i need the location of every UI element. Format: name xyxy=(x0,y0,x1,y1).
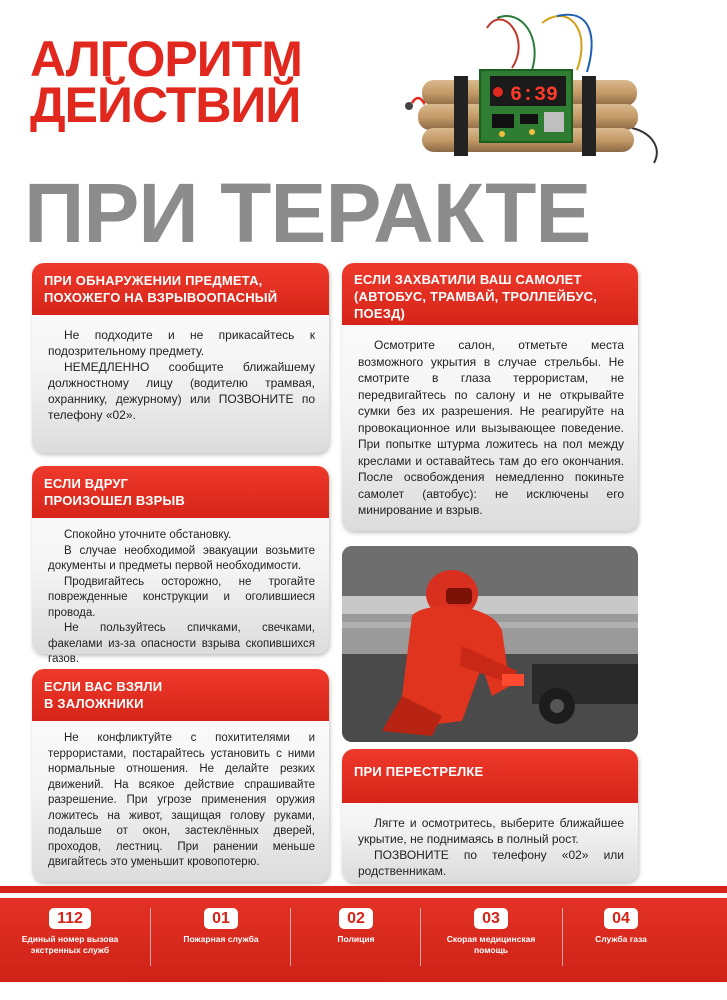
service-label: Служба газа xyxy=(595,934,647,944)
card-text: Спокойно уточните обстановку. xyxy=(64,529,232,541)
service-label: Единый номер вызова xyxy=(21,934,119,944)
card-suspicious-object xyxy=(32,263,329,453)
card-shooting-title: ПРИ ПЕРЕСТРЕЛКЕ xyxy=(354,764,484,779)
footer-separator xyxy=(420,908,421,966)
card-shooting-header xyxy=(342,749,638,803)
card-suspicious-object-header xyxy=(32,263,329,315)
emergency-numbers-bar xyxy=(0,898,727,982)
timer-display: 6:39 xyxy=(510,84,559,107)
service-112 xyxy=(6,908,134,956)
service-number: 03 xyxy=(474,908,508,929)
card-explosion-title-1: ЕСЛИ ВДРУГ xyxy=(44,476,129,491)
title-block xyxy=(30,31,302,133)
card-hostages-header xyxy=(32,669,329,721)
card-explosion-title-2: ПРОИЗОШЕЛ ВЗРЫВ xyxy=(44,493,185,508)
card-hijack-body xyxy=(342,325,638,519)
card-suspicious-object-title-1: ПРИ ОБНАРУЖЕНИИ ПРЕДМЕТА, xyxy=(44,273,263,288)
service-label: экстренных служб xyxy=(30,945,110,955)
card-explosion-header xyxy=(32,466,329,518)
service-label: Скорая медицинская xyxy=(446,934,536,944)
card-text: ПОЗВОНИТЕ по телефону «02» или родственникам. xyxy=(358,848,624,878)
card-hijack-title-3: ПОЕЗД) xyxy=(354,306,406,321)
footer-separator xyxy=(290,908,291,966)
card-text: Не подходите и не прикасайтесь к подозрительному предмету. xyxy=(48,328,315,358)
card-shooting-body xyxy=(342,803,638,879)
card-text: В случае необходимой эвакуации возьмите документы и предметы первой необходимости. xyxy=(48,544,315,572)
service-number: 01 xyxy=(204,908,238,929)
service-03 xyxy=(426,908,556,956)
service-number: 02 xyxy=(339,908,373,929)
service-label: Полиция xyxy=(337,934,375,944)
footer-separator xyxy=(150,908,151,966)
service-01 xyxy=(156,908,286,945)
service-02 xyxy=(296,908,416,945)
card-explosion-body xyxy=(32,518,329,668)
card-suspicious-object-body xyxy=(32,315,329,423)
card-hostages-title-1: ЕСЛИ ВАС ВЗЯЛИ xyxy=(44,679,163,694)
card-text: Осмотрите салон, отметьте места возможного укрытия в случае стрельбы. Не смотрите в глаза террористам, не передвигайтесь по салону и не открывайте сумки без их разрешения. Не реагируйте на провокационное или вызывающее поведение. При попытке штурма ложитесь на пол между креслами и оставайтесь там до его окончания. После освобождения немедленно покиньте самолет (автобус): не исключены его минирование и взрыв. xyxy=(358,338,624,517)
card-text: Лягте и осмотритесь, выберите ближайшее укрытие, не поднимаясь в полный рост. xyxy=(358,816,624,846)
card-text: Не конфликтуйте с похитителями и террористами, постарайтесь установить с ними нормальные отношения. Не делайте резких движений. На всякое действие спрашивайте разрешение. При угрозе применения оружия ложитесь на живот, защищая голову руками, подальше от окон, застеклённых дверей, проходов, лестниц. При ранении меньше двигайтесь это уменьшит кровопотерю. xyxy=(48,732,315,868)
card-hostages xyxy=(32,669,329,882)
service-number: 04 xyxy=(604,908,638,929)
title-line-3: ПРИ ТЕРАКТЕ xyxy=(24,166,591,260)
card-text: Продвигайтесь осторожно, не трогайте поврежденные конструкции и оголившиеся провода. xyxy=(48,575,315,619)
service-number: 112 xyxy=(49,908,91,929)
card-hijack xyxy=(342,263,638,531)
card-suspicious-object-title-2: ПОХОЖЕГО НА ВЗРЫВООПАСНЫЙ xyxy=(44,290,278,305)
service-label: помощь xyxy=(474,945,508,955)
service-04 xyxy=(566,908,676,945)
card-hijack-title-2: (АВТОБУС, ТРАМВАЙ, ТРОЛЛЕЙБУС, xyxy=(354,289,598,304)
card-hijack-title-1: ЕСЛИ ЗАХВАТИЛИ ВАШ САМОЛЕТ xyxy=(354,272,582,287)
card-text: Не пользуйтесь спичками, свечками, факелами из-за опасности взрыва скопившихся газов. xyxy=(48,622,315,665)
card-hostages-body xyxy=(32,721,329,871)
card-explosion xyxy=(32,466,329,665)
card-hostages-title-2: В ЗАЛОЖНИКИ xyxy=(44,696,144,711)
card-text: НЕМЕДЛЕННО сообщите ближайшему должностному лицу (водителю трамвая, охраннику, дежурному) или ПОЗВОНИТЕ по телефону «02». xyxy=(48,360,315,422)
title-line-1: АЛГОРИТМ xyxy=(30,31,302,87)
service-label: Пожарная служба xyxy=(183,934,259,944)
title-line-2: ДЕЙСТВИЙ xyxy=(30,77,301,133)
footer-separator xyxy=(562,908,563,966)
card-hijack-header xyxy=(342,263,638,325)
sapper-photo xyxy=(342,546,638,742)
card-shooting xyxy=(342,749,638,882)
footer-divider xyxy=(0,886,727,893)
bomb-illustration xyxy=(392,8,672,168)
